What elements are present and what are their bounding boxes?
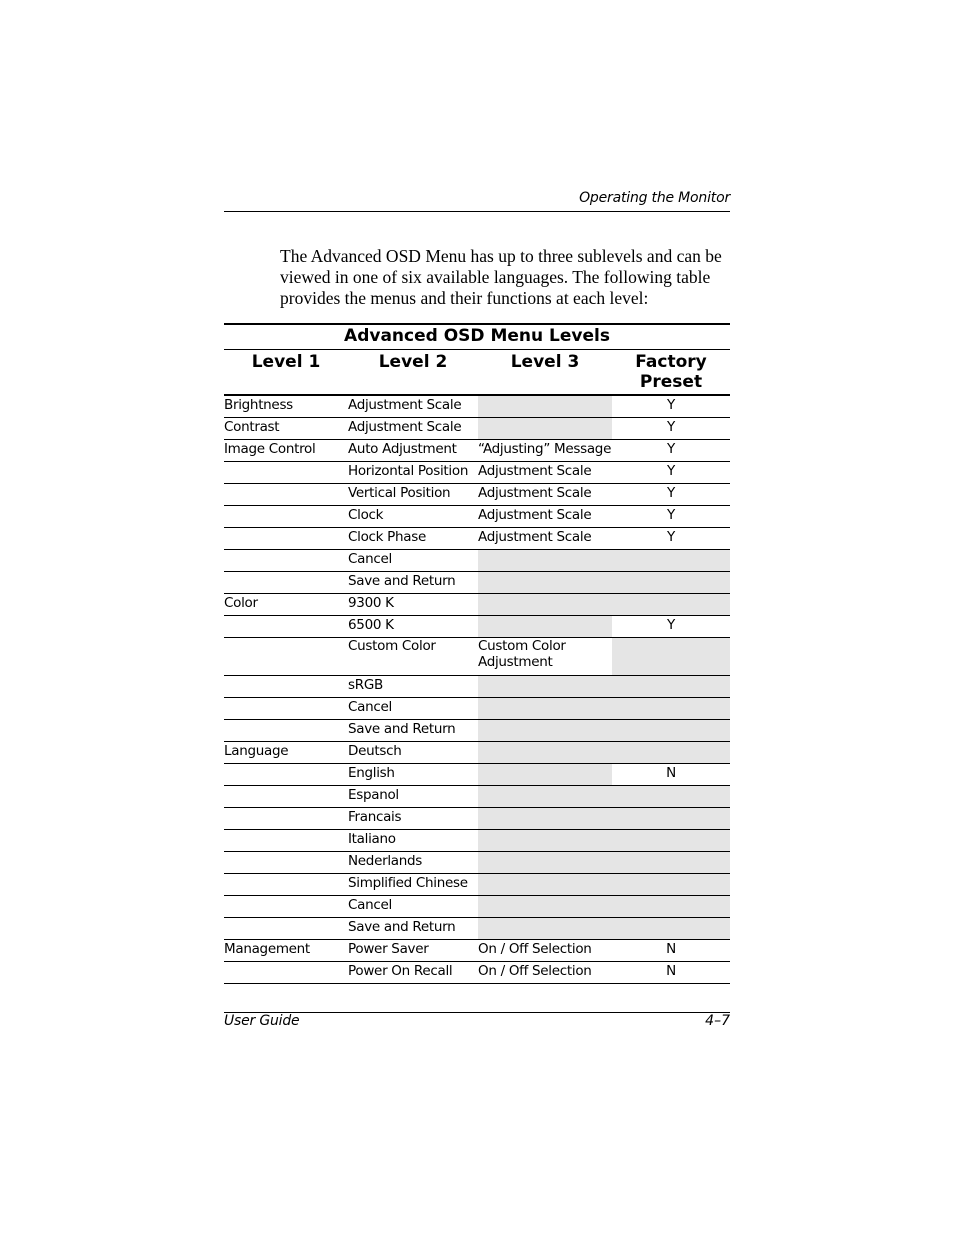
level-1-cell <box>224 616 348 638</box>
level-1-cell <box>224 550 348 572</box>
level-2-cell: Horizontal Position <box>348 462 478 484</box>
column-header-level-1: Level 1 <box>224 350 348 395</box>
level-3-cell: Adjustment Scale <box>478 484 612 506</box>
level-1-cell <box>224 638 348 676</box>
level-1-cell <box>224 572 348 594</box>
table-row <box>224 594 730 616</box>
table-body <box>224 395 730 984</box>
table-row <box>224 616 730 638</box>
table-row <box>224 698 730 720</box>
level-1-cell <box>224 676 348 698</box>
level-3-cell <box>478 742 612 764</box>
factory-preset-cell: Y <box>612 616 730 638</box>
level-1-cell <box>224 808 348 830</box>
level-3-cell <box>478 808 612 830</box>
level-1-cell: Brightness <box>224 395 348 418</box>
level-2-cell: Save and Return <box>348 572 478 594</box>
column-header-level-2: Level 2 <box>348 350 478 395</box>
factory-preset-cell <box>612 720 730 742</box>
level-3-cell <box>478 764 612 786</box>
level-2-cell: Cancel <box>348 698 478 720</box>
column-header-level-3: Level 3 <box>478 350 612 395</box>
factory-preset-cell: Y <box>612 506 730 528</box>
factory-preset-cell <box>612 852 730 874</box>
level-1-cell <box>224 528 348 550</box>
level-2-cell: Francais <box>348 808 478 830</box>
level-2-cell: Simplified Chinese <box>348 874 478 896</box>
level-3-cell <box>478 874 612 896</box>
table-row <box>224 676 730 698</box>
osd-menu-table <box>224 323 730 984</box>
factory-preset-cell <box>612 572 730 594</box>
level-3-cell: Adjustment Scale <box>478 506 612 528</box>
table-row <box>224 484 730 506</box>
table-row <box>224 742 730 764</box>
level-3-cell <box>478 830 612 852</box>
level-3-cell: Adjustment Scale <box>478 462 612 484</box>
level-3-cell <box>478 918 612 940</box>
level-3-cell <box>478 720 612 742</box>
level-1-cell <box>224 720 348 742</box>
factory-preset-cell <box>612 808 730 830</box>
level-3-cell: Adjustment Scale <box>478 528 612 550</box>
level-1-cell: Language <box>224 742 348 764</box>
level-2-cell: Adjustment Scale <box>348 395 478 418</box>
table-row <box>224 720 730 742</box>
table-row <box>224 638 730 676</box>
factory-preset-cell <box>612 874 730 896</box>
table-row <box>224 786 730 808</box>
level-1-cell <box>224 896 348 918</box>
table-row <box>224 962 730 984</box>
level-2-cell: Clock <box>348 506 478 528</box>
table-row <box>224 418 730 440</box>
factory-preset-cell: N <box>612 764 730 786</box>
level-2-cell: 9300 K <box>348 594 478 616</box>
level-2-cell: Cancel <box>348 896 478 918</box>
level-2-cell: Adjustment Scale <box>348 418 478 440</box>
level-1-cell: Management <box>224 940 348 962</box>
level-2-cell: Nederlands <box>348 852 478 874</box>
factory-preset-cell <box>612 786 730 808</box>
factory-preset-cell: Y <box>612 462 730 484</box>
factory-preset-cell <box>612 896 730 918</box>
level-1-cell <box>224 830 348 852</box>
level-2-cell: Auto Adjustment <box>348 440 478 462</box>
factory-preset-cell <box>612 550 730 572</box>
table-row <box>224 506 730 528</box>
factory-preset-cell <box>612 830 730 852</box>
table-row <box>224 808 730 830</box>
level-2-cell: Save and Return <box>348 720 478 742</box>
level-3-cell <box>478 550 612 572</box>
footer-title: User Guide <box>224 1013 300 1029</box>
table-row <box>224 440 730 462</box>
factory-preset-cell <box>612 918 730 940</box>
level-1-cell <box>224 484 348 506</box>
level-1-cell <box>224 852 348 874</box>
level-2-cell: Custom Color <box>348 638 478 676</box>
page-number: 4–7 <box>705 1013 730 1029</box>
level-1-cell: Image Control <box>224 440 348 462</box>
level-1-cell <box>224 698 348 720</box>
level-1-cell <box>224 918 348 940</box>
table-row <box>224 764 730 786</box>
level-3-cell: On / Off Selection <box>478 940 612 962</box>
level-1-cell: Contrast <box>224 418 348 440</box>
level-1-cell <box>224 764 348 786</box>
level-3-cell: On / Off Selection <box>478 962 612 984</box>
level-3-cell <box>478 418 612 440</box>
level-1-cell <box>224 786 348 808</box>
level-3-cell <box>478 896 612 918</box>
factory-preset-cell: Y <box>612 418 730 440</box>
table-caption: Advanced OSD Menu Levels <box>224 323 730 350</box>
level-3-cell <box>478 395 612 418</box>
factory-preset-cell <box>612 676 730 698</box>
factory-preset-cell: Y <box>612 440 730 462</box>
level-2-cell: 6500 K <box>348 616 478 638</box>
table-row <box>224 874 730 896</box>
table-row <box>224 572 730 594</box>
factory-preset-cell <box>612 594 730 616</box>
table-row <box>224 462 730 484</box>
factory-preset-cell <box>612 698 730 720</box>
footer-rule <box>224 1012 730 1013</box>
level-2-cell: Power On Recall <box>348 962 478 984</box>
factory-preset-cell: N <box>612 940 730 962</box>
level-3-cell <box>478 698 612 720</box>
table-row <box>224 940 730 962</box>
level-2-cell: sRGB <box>348 676 478 698</box>
table-row <box>224 395 730 418</box>
level-3-cell <box>478 572 612 594</box>
table-row <box>224 918 730 940</box>
factory-preset-cell: Y <box>612 528 730 550</box>
level-1-cell: Color <box>224 594 348 616</box>
level-1-cell <box>224 874 348 896</box>
level-3-cell: Custom Color Adjustment <box>478 638 612 676</box>
table-row <box>224 852 730 874</box>
level-2-cell: Espanol <box>348 786 478 808</box>
running-header: Operating the Monitor <box>579 190 730 206</box>
level-2-cell: Cancel <box>348 550 478 572</box>
factory-preset-cell: Y <box>612 395 730 418</box>
level-3-cell <box>478 786 612 808</box>
level-2-cell: Deutsch <box>348 742 478 764</box>
level-2-cell: Italiano <box>348 830 478 852</box>
level-3-cell: “Adjusting” Message <box>478 440 612 462</box>
table-row <box>224 896 730 918</box>
factory-preset-cell <box>612 742 730 764</box>
table-row <box>224 528 730 550</box>
level-3-cell <box>478 616 612 638</box>
table-row <box>224 550 730 572</box>
factory-preset-cell: N <box>612 962 730 984</box>
column-header-factory-preset: Factory Preset <box>612 350 730 395</box>
table-header-row <box>224 350 730 395</box>
factory-preset-cell <box>612 638 730 676</box>
level-3-cell <box>478 852 612 874</box>
level-3-cell <box>478 676 612 698</box>
table-row <box>224 830 730 852</box>
level-1-cell <box>224 506 348 528</box>
level-2-cell: Vertical Position <box>348 484 478 506</box>
intro-paragraph: The Advanced OSD Menu has up to three sublevels and can be viewed in one of six available languages. The following table provides the menus and their functions at each level: <box>280 246 722 308</box>
level-1-cell <box>224 962 348 984</box>
level-1-cell <box>224 462 348 484</box>
level-2-cell: Save and Return <box>348 918 478 940</box>
level-2-cell: Power Saver <box>348 940 478 962</box>
level-2-cell: Clock Phase <box>348 528 478 550</box>
header-rule <box>224 211 730 212</box>
factory-preset-cell: Y <box>612 484 730 506</box>
level-3-cell <box>478 594 612 616</box>
level-2-cell: English <box>348 764 478 786</box>
